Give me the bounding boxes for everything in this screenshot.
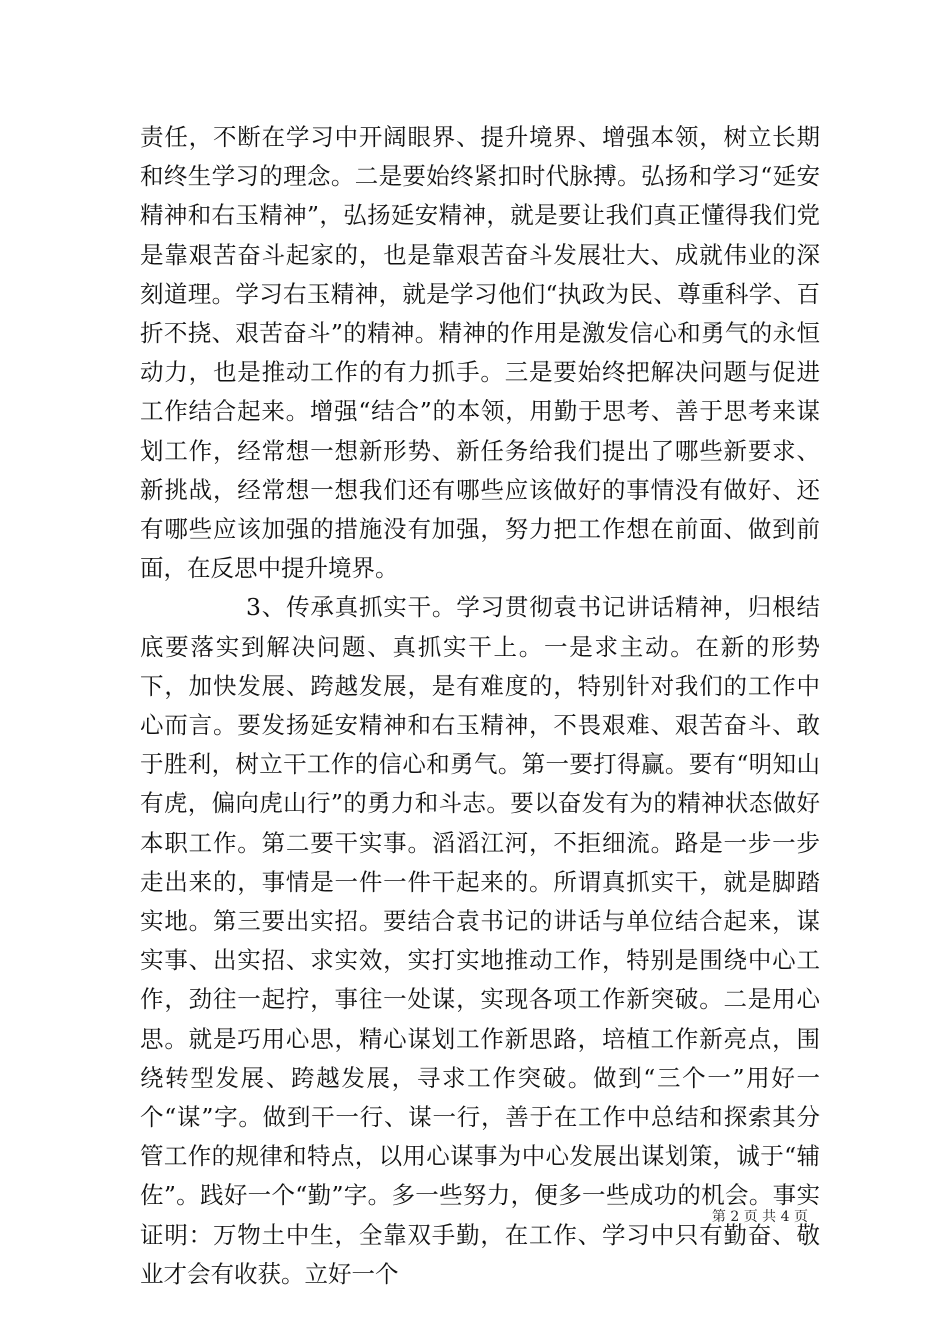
paragraph-2: 3、传承真抓实干。学习贯彻袁书记讲话精神，归根结底要落实到解决问题、真抓实干上。一是求主动。在新的形势下，加快发展、跨越发展，是有难度的，特别针对我们的工作中心而言。要发扬延安精神和右玉精神，不畏艰难、艰苦奋斗、敢于胜利，树立干工作的信心和勇气。第一要打得赢。要有“明知山有虎，偏向虎山行”的勇力和斗志。要以奋发有为的精神状态做好本职工作。第二要干实事。滔滔江河，不拒细流。路是一步一步走出来的，事情是一件一件干起来的。所谓真抓实干，就是脚踏实地。第三要出实招。要结合袁书记的讲话与单位结合起来，谋实事、出实招、求实效，实打实地推动工作，特别是围绕中心工作，劲往一起拧，事往一处谋，实现各项工作新突破。二是用心思。就是巧用心思，精心谋划工作新思路，培植工作新亮点，围绕转型发展、跨越发展，寻求工作突破。做到“三个一”用好一个“谋”字。做到干一行、谋一行，善于在工作中总结和探索其分管工作的规律和特点，以用心谋事为中心发展出谋划策，诚于“辅佐”。践好一个“勤”字。多一些努力，便多一些成功的机会。事实证明：万物土中生，全靠双手勤，在工作、学习中只有勤奋、敬业才会有收获。立好一个 (140, 593, 820, 1288)
page-number-footer: 第 2 页 共 4 页 (711, 1209, 808, 1225)
paragraph-1: 责任，不断在学习中开阔眼界、提升境界、增强本领，树立长期和终生学习的理念。二是要始终紧扣时代脉搏。弘扬和学习“延安精神和右玉精神”，弘扬延安精神，就是要让我们真正懂得我们党是靠艰苦奋斗起家的，也是靠艰苦奋斗发展壮大、成就伟业的深刻道理。学习右玉精神，就是学习他们“执政为民、尊重科学、百折不挠、艰苦奋斗”的精神。精神的作用是激发信心和勇气的永恒动力，也是推动工作的有力抓手。三是要始终把解决问题与促进工作结合起来。增强“结合”的本领，用勤于思考、善于思考来谋划工作，经常想一想新形势、新任务给我们提出了哪些新要求、新挑战，经常想一想我们还有哪些应该做好的事情没有做好、还有哪些应该加强的措施没有加强，努力把工作想在前面、做到前面，在反思中提升境界。 (140, 123, 820, 583)
document-body (140, 118, 820, 1294)
